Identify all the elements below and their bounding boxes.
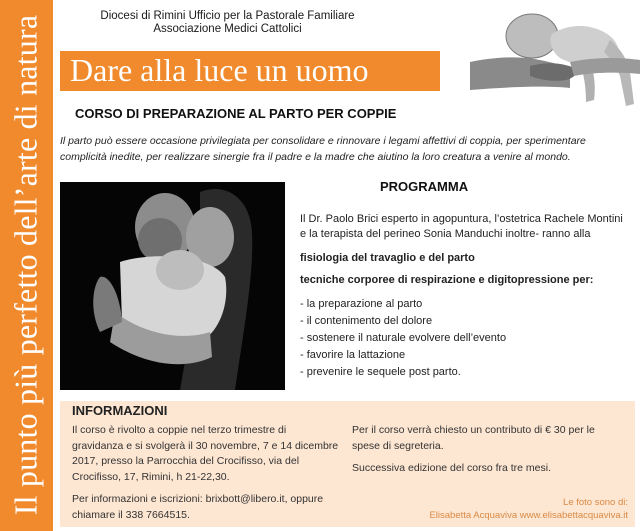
program-title: PROGRAMMA [380,179,469,194]
program-topic-techniques: tecniche corporee di respirazione e digitopressione per: [300,274,594,286]
list-item: - il contenimento del dolore [300,315,433,327]
family-photo [60,182,285,390]
photo-credit-label: Le foto sono di: [563,497,628,508]
photo-credit-name: Elisabetta Acquaviva www.elisabettacquaviva.it [429,510,628,521]
program-intro: Il Dr. Paolo Brici esperto in agopuntura, l’ostetrica Rachele Montini e la terapista del perineo Sonia Manduchi inoltre- ranno alla [300,213,623,240]
list-item: - prevenire le sequele post parto. [300,366,461,378]
organizer-line-2: Associazione Medici Cattolici [153,23,302,35]
info-contact: Per informazioni e iscrizioni: brixbott@libero.it, oppure chiamare il 338 7664515. [72,493,324,521]
program-section [300,212,630,381]
list-item: - sostenere il naturale evolvere dell’evento [300,332,507,344]
info-course-details: Il corso è rivolto a coppie nel terzo trimestre di gravidanza e si svolgerà il 30 novembre, 7 e 14 dicembre 2017, presso la Parrocchia del Crocifisso, via del Crocifisso, 17, Rimini, h 21-22,30. [72,424,339,483]
info-right-column [352,423,622,477]
list-item: - la preparazione al parto [300,298,423,310]
program-list [300,296,630,381]
page-title: Dare alla luce un uomo [70,52,369,88]
info-title: INFORMAZIONI [72,403,168,418]
list-item: - favorire la lattazione [300,349,406,361]
sidebar-band [0,0,53,531]
baby-hands-photo [470,0,640,115]
info-next-edition: Successiva edizione del corso fra tre mesi. [352,462,552,474]
course-title: CORSO DI PREPARAZIONE AL PARTO PER COPPIE [75,106,397,121]
info-fee: Per il corso verrà chiesto un contributo di € 30 per le spese di segreteria. [352,424,595,452]
photo-credit [429,496,628,522]
program-topic-physiology: fisiologia del travaglio e del parto [300,252,475,264]
info-left-column [72,423,340,523]
organizer-line-1: Diocesi di Rimini Ufficio per la Pastorale Familiare [100,10,355,22]
intro-paragraph: Il parto può essere occasione privilegiata per consolidare e rinnovare i legami affettivi di coppia, per sperimentare complicità inedite, per realizzare sinergie fra il padre e la madre che aiutino la loro creatura a venire al mondo. [60,135,586,163]
sidebar-quote: Il punto più perfetto dell’arte di natura [7,14,44,516]
